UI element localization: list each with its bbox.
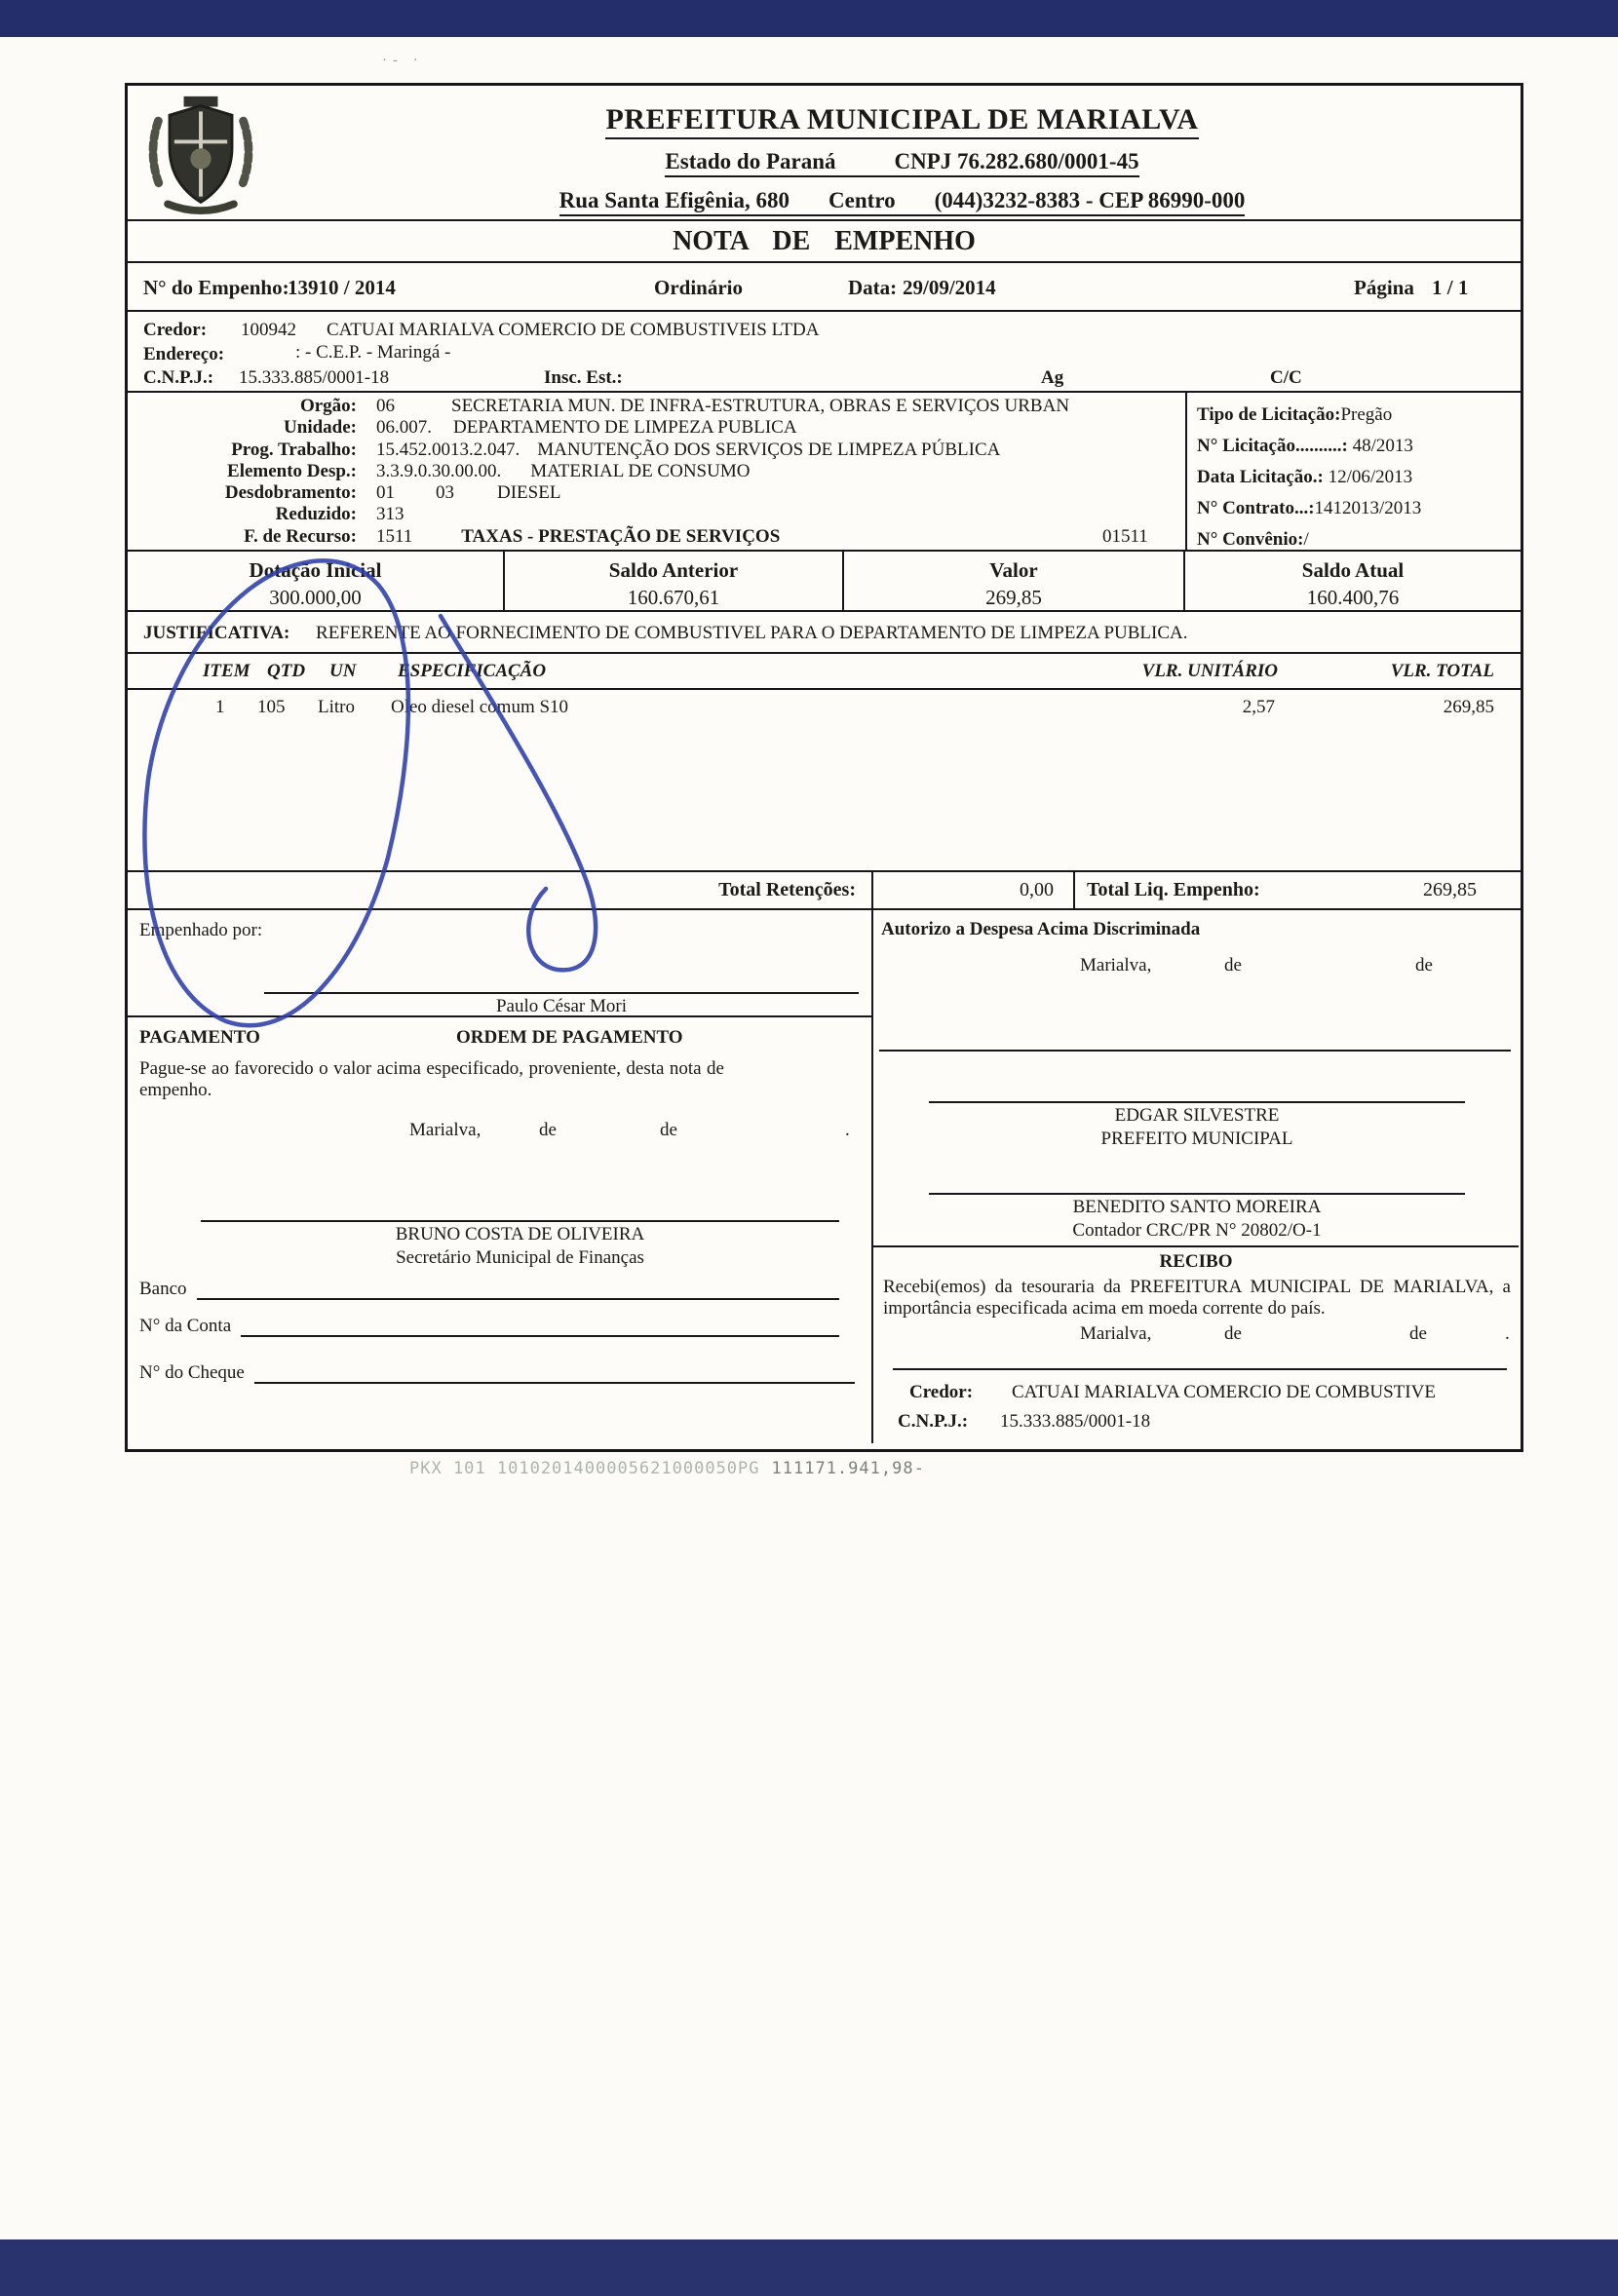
- empenhado-signature-line: [264, 992, 859, 994]
- desdobramento-name: DIESEL: [497, 482, 561, 504]
- creditor-address-label: Endereço:: [143, 344, 225, 364]
- prefecture-name: PREFEITURA MUNICIPAL DE MARIALVA: [605, 103, 1198, 139]
- account-number-field: [139, 1314, 839, 1337]
- authorization-title: Autorizo a Despesa Acima Discriminada: [881, 919, 1201, 939]
- creditor-code: 100942: [241, 320, 296, 340]
- elemento-row: [128, 461, 1185, 482]
- account-label: C/C: [1270, 367, 1302, 388]
- recibo-signature-line: [893, 1368, 1507, 1370]
- col-item: ITEM: [203, 661, 250, 681]
- num-licitacao-label: N° Licitação..........:: [1197, 436, 1348, 456]
- total-retencoes-label: Total Retenções:: [128, 872, 873, 908]
- orgao-row: [128, 396, 1185, 417]
- recibo-credor-name: CATUAI MARIALVA COMERCIO DE COMBUSTIVE: [1012, 1382, 1436, 1402]
- ordem-pagamento-label: ORDEM DE PAGAMENTO: [456, 1027, 683, 1048]
- licitacao-panel: [1185, 393, 1518, 550]
- empenho-number-value: 13910 / 2014: [288, 276, 396, 299]
- dot-matrix-print: [409, 1459, 925, 1478]
- accountant-signature-line: [929, 1193, 1465, 1195]
- document-title-bar: [128, 221, 1521, 263]
- convenio-label: N° Convênio:: [1197, 529, 1304, 550]
- saldo-anterior-value: 160.670,61: [627, 586, 720, 609]
- nota-de-empenho-form: [125, 83, 1523, 1452]
- data-licitacao-row: [1197, 462, 1508, 493]
- municipal-crest-logo: [139, 93, 262, 215]
- crest-icon: [139, 93, 262, 215]
- empenhado-signer-name: Paulo César Mori: [495, 996, 628, 1016]
- prog-trabalho-label: Prog. Trabalho:: [231, 439, 357, 460]
- signatures-area: [128, 910, 1521, 1443]
- cheque-number-label: N° do Cheque: [139, 1362, 245, 1383]
- budget-classification-block: [128, 393, 1521, 552]
- unidade-code: 06.007.: [376, 417, 432, 439]
- payment-de-2: de: [660, 1120, 677, 1140]
- saldo-atual-cell: [1185, 552, 1521, 610]
- valor-cell: [844, 552, 1185, 610]
- prog-trabalho-code: 15.452.0013.2.047.: [376, 439, 520, 460]
- prog-trabalho-name: MANUTENÇÃO DOS SERVIÇOS DE LIMPEZA PÚBLICA: [537, 439, 1001, 460]
- justification-label: JUSTIFICATIVA:: [143, 623, 290, 643]
- tipo-licitacao-label: Tipo de Licitação:: [1197, 404, 1341, 425]
- item-quantity: 105: [257, 697, 286, 717]
- item-unit-price: 2,57: [1242, 697, 1275, 717]
- fonte-recurso-number: 01511: [1102, 525, 1148, 547]
- secretary-name: BRUNO COSTA DE OLIVEIRA: [395, 1224, 645, 1244]
- document-header: [128, 86, 1521, 221]
- document-title: NOTA DE EMPENHO: [673, 226, 976, 256]
- justification-row: [128, 612, 1521, 654]
- reduzido-row: [128, 504, 1185, 525]
- payment-period-mark: .: [845, 1120, 850, 1140]
- cheque-number-fill-line: [254, 1360, 855, 1384]
- desdobramento-row: [128, 482, 1185, 504]
- creditor-label: Credor:: [143, 320, 208, 340]
- authorization-de-1: de: [1224, 955, 1242, 976]
- mayor-name: EDGAR SILVESTRE: [1114, 1105, 1280, 1126]
- page-number: 1 / 1: [1432, 276, 1469, 299]
- pagamento-label: PAGAMENTO: [139, 1027, 260, 1048]
- data-licitacao-value: 12/06/2013: [1323, 467, 1413, 487]
- unidade-name: DEPARTAMENTO DE LIMPEZA PUBLICA: [453, 417, 797, 439]
- contrato-value: 1412013/2013: [1314, 498, 1422, 518]
- empenhado-por-label: Empenhado por:: [139, 920, 263, 940]
- creditor-address: : - C.E.P. - Maringá -: [295, 342, 451, 363]
- items-table-body: [128, 690, 1521, 872]
- scan-artifact: ·‑ ·: [382, 53, 424, 68]
- elemento-code: 3.3.9.0.30.00.00.: [376, 460, 502, 481]
- dotacao-inicial-cell: [128, 552, 505, 610]
- authorization-signature-line: [879, 1050, 1511, 1052]
- recibo-de-2: de: [1409, 1323, 1427, 1344]
- orgao-name: SECRETARIA MUN. DE INFRA-ESTRUTURA, OBRAS E SERVIÇOS URBAN: [451, 396, 1070, 416]
- contrato-row: [1197, 493, 1508, 524]
- recibo-de-1: de: [1224, 1323, 1242, 1344]
- convenio-value: /: [1303, 529, 1309, 550]
- budget-left-column: [128, 393, 1185, 548]
- bank-label: Banco: [139, 1279, 187, 1299]
- pague-se-text: Pague-se ao favorecido o valor acima especificado, proveniente, desta nota de empenho.: [139, 1058, 724, 1100]
- recibo-credor-label: Credor:: [909, 1382, 974, 1402]
- elemento-name: MATERIAL DE CONSUMO: [530, 460, 751, 481]
- agency-label: Ag: [1041, 367, 1064, 388]
- col-vlr-total: VLR. TOTAL: [1390, 661, 1494, 681]
- cheque-number-field: [139, 1360, 855, 1384]
- item-total-price: 269,85: [1443, 697, 1494, 717]
- saldo-atual-header: Saldo Atual: [1301, 558, 1405, 582]
- saldo-anterior-cell: [505, 552, 844, 610]
- empenho-date-label: Data:: [848, 276, 898, 299]
- num-licitacao-value: 48/2013: [1347, 436, 1413, 456]
- secretary-title: Secretário Municipal de Finanças: [396, 1247, 644, 1268]
- desdobramento-code1: 01: [376, 482, 395, 504]
- creditor-cnpj-label: C.N.P.J.:: [143, 367, 214, 388]
- mayor-title: PREFEITO MUNICIPAL: [1100, 1129, 1293, 1149]
- payment-de-1: de: [539, 1120, 557, 1140]
- state-registration-label: Insc. Est.:: [544, 367, 623, 388]
- district-name: Centro: [828, 188, 896, 212]
- valor-header: Valor: [989, 558, 1038, 582]
- bank-field: [139, 1277, 839, 1300]
- authorization-de-2: de: [1415, 955, 1433, 976]
- dotacao-inicial-header: Dotação Inicial: [249, 558, 382, 582]
- saldo-atual-value: 160.400,76: [1306, 586, 1400, 609]
- recibo-period-mark: .: [1505, 1323, 1510, 1344]
- num-licitacao-row: [1197, 431, 1508, 462]
- creditor-name: CATUAI MARIALVA COMERCIO DE COMBUSTIVEIS LTDA: [327, 320, 820, 340]
- total-liq-label: Total Liq. Empenho:: [1087, 879, 1260, 900]
- justification-text: REFERENTE AO FORNECIMENTO DE COMBUSTIVEL PARA O DEPARTAMENTO DE LIMPEZA PUBLICA.: [316, 623, 1188, 643]
- item-number: 1: [215, 697, 225, 717]
- unidade-row: [128, 417, 1185, 439]
- recibo-city: Marialva,: [1080, 1323, 1152, 1344]
- orgao-code: 06: [376, 396, 395, 416]
- saldo-anterior-header: Saldo Anterior: [608, 558, 739, 582]
- dotacao-inicial-value: 300.000,00: [269, 586, 362, 609]
- secretary-signature-line: [201, 1220, 839, 1222]
- total-liq-value: 269,85: [1423, 879, 1477, 900]
- total-liq-cell: [1075, 872, 1521, 908]
- state-name: Estado do Paraná: [665, 149, 836, 173]
- empenho-date-value: 29/09/2014: [903, 276, 996, 299]
- empenho-number-row: [128, 263, 1521, 312]
- fonte-recurso-code: 1511: [376, 525, 413, 547]
- col-especificacao: ESPECIFICAÇÃO: [398, 661, 547, 681]
- fonte-recurso-label: F. de Recurso:: [244, 525, 357, 547]
- recibo-text: Recebi(emos) da tesouraria da PREFEITURA MUNICIPAL DE MARIALVA, a importância especificada acima em moeda corrente do país.: [883, 1277, 1511, 1319]
- unidade-label: Unidade:: [284, 417, 357, 439]
- mayor-signature-line: [929, 1101, 1465, 1103]
- recibo-cnpj-label: C.N.P.J.:: [898, 1411, 969, 1432]
- valor-value: 269,85: [985, 586, 1042, 609]
- dot-matrix-left: PKX 101 1010201400005621000050PG: [409, 1459, 760, 1478]
- total-retencoes-value: 0,00: [873, 872, 1075, 908]
- desdobramento-label: Desdobramento:: [224, 482, 357, 504]
- header-cnpj: CNPJ 76.282.680/0001-45: [894, 149, 1139, 173]
- account-number-fill-line: [241, 1314, 839, 1337]
- phone-cep: (044)3232-8383 - CEP 86990-000: [934, 188, 1246, 212]
- recibo-title: RECIBO: [1159, 1251, 1233, 1272]
- creditor-cnpj: 15.333.885/0001-18: [239, 367, 390, 388]
- payment-divider: [128, 1015, 871, 1017]
- item-unit: Litro: [318, 697, 355, 717]
- recibo-divider: [873, 1245, 1519, 1247]
- prog-trabalho-row: [128, 440, 1185, 461]
- data-licitacao-label: Data Licitação.:: [1197, 467, 1324, 487]
- authorization-city: Marialva,: [1080, 955, 1152, 976]
- fonte-recurso-name: TAXAS - PRESTAÇÃO DE SERVIÇOS: [461, 525, 781, 547]
- empenho-number-label: N° do Empenho:: [143, 276, 289, 299]
- tipo-licitacao-row: [1197, 400, 1508, 431]
- authorization-column: [873, 910, 1521, 1443]
- accountant-name: BENEDITO SANTO MOREIRA: [1072, 1197, 1322, 1217]
- empenho-type: Ordinário: [654, 276, 744, 299]
- dot-matrix-right: 111171.941,98-: [771, 1459, 925, 1478]
- orgao-label: Orgão:: [299, 396, 357, 416]
- col-vlr-unitario: VLR. UNITÁRIO: [1141, 661, 1278, 681]
- items-table-header: [128, 654, 1521, 690]
- item-description: Oleo diesel comum S10: [391, 697, 569, 717]
- payment-city: Marialva,: [409, 1120, 482, 1140]
- creditor-block: [128, 312, 1521, 393]
- desdobramento-code2: 03: [436, 482, 454, 504]
- col-un: UN: [329, 661, 357, 681]
- payment-column: [128, 910, 873, 1443]
- scan-edge-bottom: [0, 2239, 1618, 2296]
- fonte-recurso-row: [128, 526, 1185, 548]
- tipo-licitacao-value: Pregão: [1340, 404, 1393, 425]
- recibo-cnpj-value: 15.333.885/0001-18: [1000, 1411, 1151, 1432]
- reduzido-label: Reduzido:: [275, 504, 357, 525]
- reduzido-code: 313: [376, 504, 404, 525]
- page-label: Página: [1354, 276, 1414, 299]
- scan-edge-top: [0, 0, 1618, 37]
- amounts-table: [128, 552, 1521, 612]
- totals-row: [128, 872, 1521, 910]
- col-qtd: QTD: [267, 661, 306, 681]
- accountant-title: Contador CRC/PR N° 20802/O-1: [1072, 1220, 1322, 1241]
- elemento-label: Elemento Desp.:: [227, 460, 357, 481]
- account-number-label: N° da Conta: [139, 1316, 232, 1336]
- contrato-label: N° Contrato...:: [1197, 498, 1315, 518]
- street-address: Rua Santa Efigênia, 680: [559, 188, 790, 212]
- bank-fill-line: [197, 1277, 839, 1300]
